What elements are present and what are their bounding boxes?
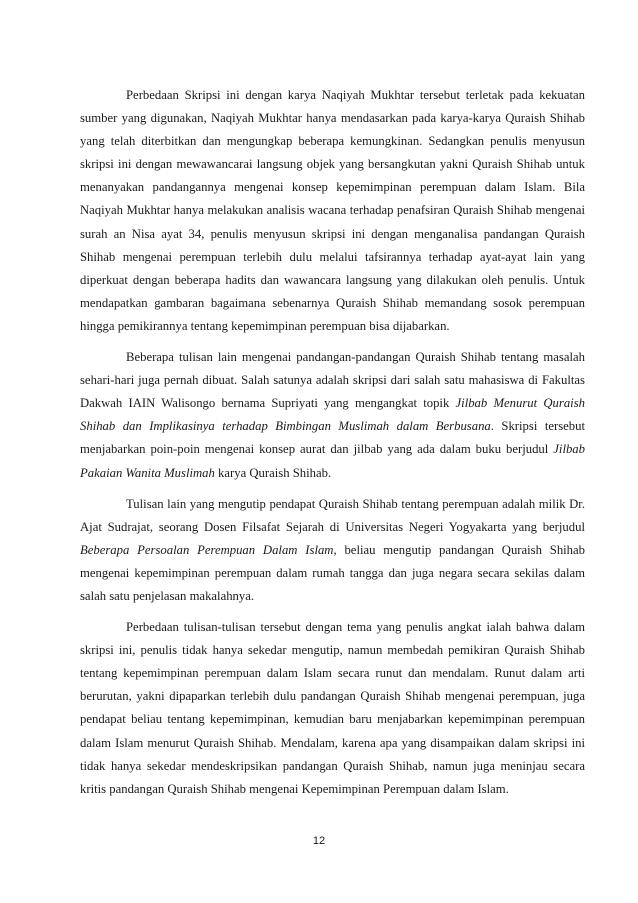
paragraph-2-text-c: karya Quraish Shihab. (214, 465, 332, 480)
page-number: 12 (312, 835, 326, 847)
paragraph-1 (80, 84, 585, 338)
paragraph-2-italic-title-b: Jilbab Pakaian Wanita Muslimah (80, 442, 585, 480)
paragraph-2-italic-title-a: Jilbab Menurut Quraish Shihab dan Implikasinya terhadap Bimbingan Muslimah dalam Berbusana (80, 396, 585, 434)
paragraph-3-text-b: , beliau mengutip pandangan Quraish Shihab mengenai kepemimpinan perempuan dalam rumah tangga dan juga negara secara sekilas dalam salah satu penjelasan makalahnya. (80, 542, 586, 603)
paragraph-2-text-b: . Skripsi tersebut menjabarkan poin-poin mengenai konsep aurat dan jilbab yang ada dalam buku berjudul (80, 419, 585, 457)
paragraph-2-text-a: Beberapa tulisan lain mengenai pandangan-pandangan Quraish Shihab tentang masalah sehari-hari juga pernah dibuat. Salah satunya adalah skripsi dari salah satu mahasiswa di Fakultas Dakwah IAIN Walisongo bernama Supriyati yang mengangkat topik (80, 350, 585, 411)
paragraph-2 (80, 346, 585, 485)
paragraph-1-text: Perbedaan Skripsi ini dengan karya Naqiyah Mukhtar tersebut terletak pada kekuatan sumber yang digunakan, Naqiyah Mukhtar hanya mendasarkan pada karya-karya Quraish Shihab yang telah diterbitkan dan mengungkap beberapa kemungkinan. Sedangkan penulis menyusun skripsi ini dengan mewawancarai langsung objek yang bersangkutan yakni Quraish Shihab untuk menanyakan pandangannya mengenai konsep kepemimpinan perempuan dalam Islam. Bila Naqiyah Mukhtar hanya melakukan analisis wacana terhadap penafsiran Quraish Shihab mengenai surah an Nisa ayat 34, penulis menyusun skripsi ini dengan menganalisa pandangan Quraish Shihab mengenai perempuan terlebih dulu melalui tafsirannya terhadap ayat-ayat lain yang diperkuat dengan beberapa hadits dan wawancara langsung yang dilakukan oleh penulis. Untuk mendapatkan gambaran bagaimana sebenarnya Quraish Shihab memandang sosok perempuan hingga pemikirannya tentang kepemimpinan perempuan bisa dijabarkan. (80, 88, 585, 333)
paragraph-3-text-a: Tulisan lain yang mengutip pendapat Quraish Shihab tentang perempuan adalah milik Dr. Ajat Sudrajat, seorang Dosen Filsafat Sejarah di Universitas Negeri Yogyakarta yang berjudul (80, 496, 585, 534)
paragraph-4 (80, 616, 585, 801)
page-body (80, 84, 585, 801)
paragraph-4-text: Perbedaan tulisan-tulisan tersebut dengan tema yang penulis angkat ialah bahwa dalam skripsi ini, penulis tidak hanya sekedar mengutip, namun membedah pemikiran Quraish Shihab tentang kepemimpinan perempuan dalam Islam secara runut dan mendalam. Runut dalam arti berurutan, yakni dipaparkan terlebih dulu pandangan Quraish Shihab mengenai perempuan, juga pendapat beliau tentang kepemimpinan, kemudian baru menjabarkan kepemimpinan perempuan dalam Islam menurut Quraish Shihab. Mendalam, karena apa yang disampaikan dalam skripsi ini tidak hanya sekedar mendeskripsikan pandangan Quraish Shihab, namun juga meninjau secara kritis pandangan Quraish Shihab mengenai Kepemimpinan Perempuan dalam Islam. (80, 620, 585, 796)
paragraph-3-italic-title: Beberapa Persoalan Perempuan Dalam Islam (80, 542, 334, 557)
paragraph-3 (80, 493, 585, 608)
